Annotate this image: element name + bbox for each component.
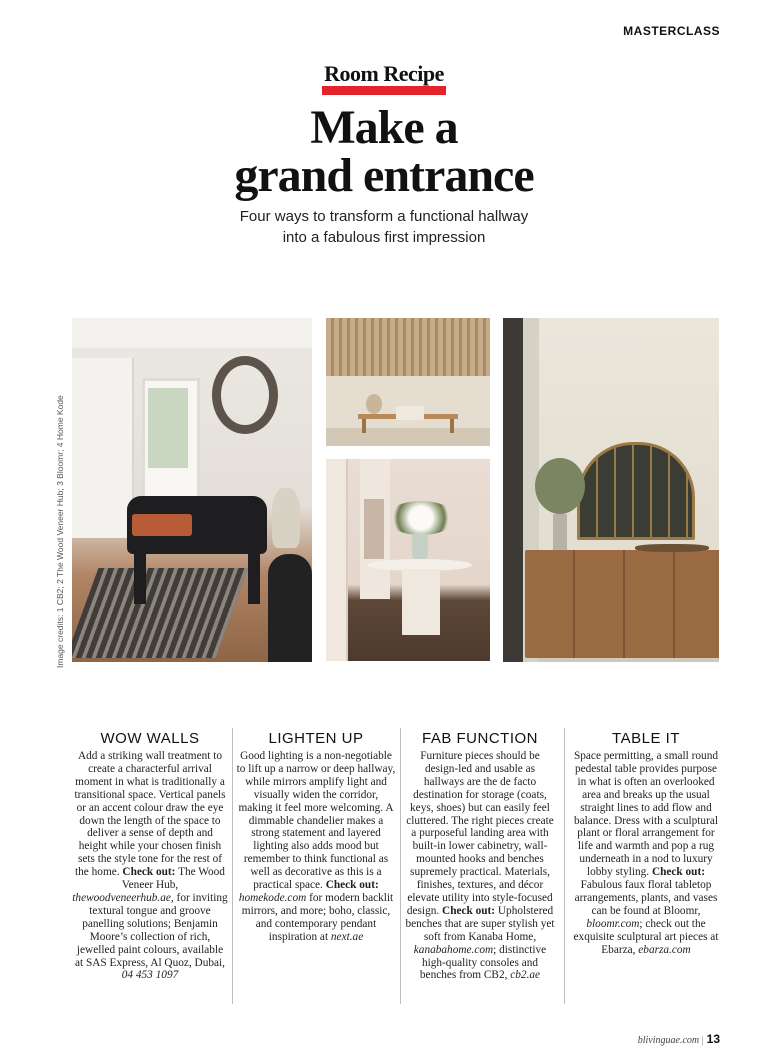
checkout-link-1[interactable]: thewoodveneerhub.ae bbox=[72, 891, 171, 904]
checkout-text-2: for modern backlit mirrors, and more; boho, classic, and contemporary pendant inspiration at bbox=[241, 891, 394, 943]
column-body bbox=[570, 750, 722, 957]
image-credits: Image credits: 1 CB2; 2 The Wood Veneer Hub; 3 Bloomr; 4 Home Kode bbox=[55, 395, 65, 668]
column-body bbox=[236, 750, 396, 944]
column-title: WOW WALLS bbox=[100, 730, 200, 747]
checkout-link-2[interactable]: next.ae bbox=[330, 930, 364, 943]
checkout-label: Check out: bbox=[651, 866, 705, 879]
checkout-link-2[interactable]: ebarza.com bbox=[638, 943, 691, 956]
page-footer bbox=[638, 1032, 720, 1046]
column-table-it bbox=[570, 730, 722, 1020]
checkout-text-2: , for inviting textural tongue and groove panelling solutions; Benjamin Moore’s collection of rich, jewelled paint colours, available at SAS Express, Al Quoz, Dubai, bbox=[75, 891, 228, 969]
standfirst bbox=[0, 206, 768, 248]
column-body-text: Add a striking wall treatment to create a characterful arrival moment in what is traditionally a transitional space. Vertical panels or an accent colour draw the eye down the length of the space to deliver a sense of depth and height while your chosen finish sets the style tone for the rest of the home. bbox=[74, 750, 226, 879]
column-body-text: Furniture pieces should be design-led and usable as hallways are the de facto destination for storage (coats, keys, shoes) but can easily feel cluttered. The right pieces create a purposeful landing area with built-in lower cabinetry, wall-mounted hooks and benches supremely practical. Materials, finishes, textures, and décor elevate utility into style-focused design. bbox=[406, 750, 554, 917]
headline-line-2: grand entrance bbox=[234, 149, 534, 202]
page-number: 13 bbox=[706, 1032, 720, 1046]
column-wow-walls bbox=[72, 730, 228, 1020]
standfirst-line-2: into a fabulous first impression bbox=[282, 229, 486, 246]
room-recipe-kicker: Room Recipe bbox=[322, 62, 446, 95]
column-title: LIGHTEN UP bbox=[268, 730, 364, 747]
checkout-label: Check out: bbox=[442, 904, 496, 917]
checkout-label: Check out: bbox=[122, 866, 176, 879]
column-title: FAB FUNCTION bbox=[421, 730, 538, 747]
footer-separator: | bbox=[701, 1035, 704, 1046]
checkout-label: Check out: bbox=[325, 879, 379, 892]
checkout-link-1[interactable]: homekode.com bbox=[238, 891, 307, 904]
checkout-text-2: ; distinctive high-quality consoles and benches from CB2, bbox=[419, 943, 547, 982]
standfirst-line-1: Four ways to transform a functional hallway bbox=[239, 208, 529, 225]
checkout-link-1[interactable]: kanabahome.com bbox=[413, 943, 494, 956]
checkout-text-1: Upholstered benches that are super stylish yet soft from Kanaba Home, bbox=[405, 904, 555, 943]
checkout-link-2[interactable]: 04 453 1097 bbox=[121, 969, 179, 982]
column-title: TABLE IT bbox=[612, 730, 680, 747]
column-body bbox=[404, 750, 556, 982]
checkout-link-2[interactable]: cb2.ae bbox=[510, 969, 541, 982]
section-label: MASTERCLASS bbox=[623, 24, 720, 38]
kicker-wrap bbox=[0, 62, 768, 95]
column-lighten-up bbox=[236, 730, 396, 1020]
column-fab-function bbox=[404, 730, 556, 1020]
column-divider bbox=[564, 728, 565, 1004]
column-divider bbox=[232, 728, 233, 1004]
headline bbox=[0, 101, 768, 202]
checkout-link-1[interactable]: bloomr.com bbox=[586, 917, 640, 930]
footer-site: blivinguae.com bbox=[637, 1035, 700, 1046]
checkout-text-1: The Wood Veneer Hub, bbox=[121, 866, 225, 892]
photo-hallway-bench bbox=[72, 318, 312, 662]
checkout-text-2: ; check out the exquisite sculptural art pieces at Ebarza, bbox=[573, 917, 719, 956]
column-divider bbox=[400, 728, 401, 1004]
headline-line-1: Make a bbox=[310, 101, 458, 154]
column-body-text: Space permitting, a small round pedestal table provides purpose in what is often an overlooked area and breaks up the usual straight lines to add flow and balance. Dress with a sculptural plant or floral arrangement for life and warmth and pop a rug underneath in a nod to luxury lobby styling. bbox=[573, 750, 718, 879]
checkout-text-1: Fabulous faux floral tabletop arrangements, plants, and vases can be found at Bloomr, bbox=[574, 879, 718, 917]
photo-console-mirror bbox=[503, 318, 719, 662]
photo-pedestal-table bbox=[326, 459, 490, 661]
column-body-text: Good lighting is a non-negotiable to lift up a narrow or deep hallway, while mirrors amplify light and visually widen the corridor, making it feel more welcoming. A dimmable chandelier makes a strong statement and layered lighting also adds mood but remember to think functional as well as decorative as this is a practical space. bbox=[236, 750, 396, 892]
photo-wood-panels bbox=[326, 318, 490, 446]
column-body bbox=[72, 750, 228, 982]
